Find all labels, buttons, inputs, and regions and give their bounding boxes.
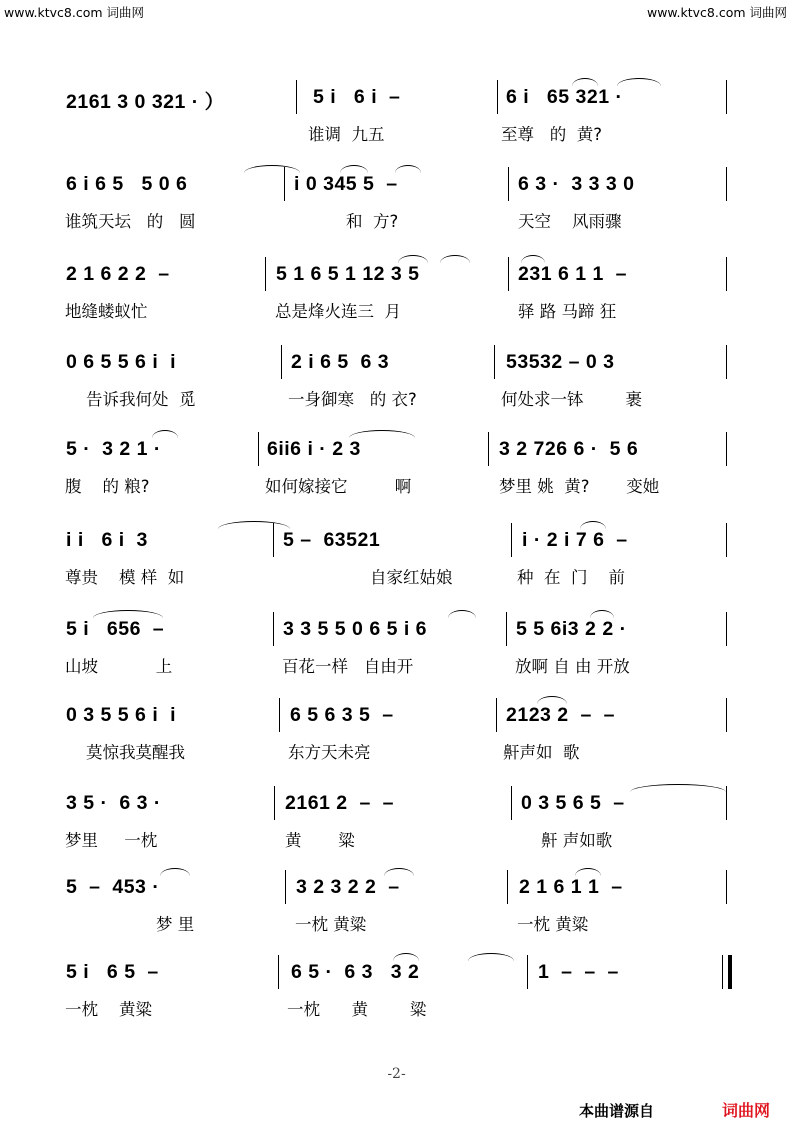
measure-notes: 5 – 453 ·: [66, 876, 160, 898]
lyric-phrase: 百花一样 自由开: [282, 657, 414, 676]
lyric-phrase: 谁调 九五: [308, 125, 385, 144]
lyric-phrase: 山坡 上: [65, 657, 173, 676]
measure-notes: 2123 2 – –: [506, 704, 616, 726]
lyric-phrase: 黄 粱: [285, 831, 355, 850]
bar-line: [728, 955, 732, 989]
measure-notes: i 0 345 5 –: [294, 173, 398, 195]
lyric-phrase: 驿 路 马蹄 狂: [518, 302, 617, 321]
measure-notes: 3 3 5 5 0 6 5 i 6: [283, 618, 428, 640]
lyric-phrase: 谁筑天坛 的 圆: [65, 212, 196, 231]
lyrics-line: [0, 208, 793, 234]
lyrics-line: [0, 298, 793, 324]
lyrics-line: [0, 739, 793, 765]
measure-notes: 2 i 6 5 6 3: [291, 351, 390, 373]
lyric-phrase: 莫惊我莫醒我: [86, 743, 185, 762]
jianpu-notes: [0, 345, 793, 379]
score-line: [0, 432, 793, 512]
lyric-phrase: 告诉我何处 觅: [86, 390, 196, 409]
measure-notes: 5 1 6 5 1 12 3 5: [276, 263, 420, 285]
lyric-phrase: 梦 里: [156, 915, 195, 934]
measure-notes: 5 i 6 5 –: [66, 961, 159, 983]
page-number: -2-: [387, 1066, 406, 1082]
measure-notes: 3 2 3 2 2 –: [296, 876, 400, 898]
bar-line: [279, 698, 280, 732]
bar-line: [726, 257, 727, 291]
score-line: [0, 612, 793, 692]
lyric-phrase: 一身御寒 的 衣?: [288, 390, 417, 409]
bar-line: [722, 955, 723, 989]
bar-line: [511, 786, 512, 820]
measure-notes: 2 1 6 1 1 –: [519, 876, 623, 898]
measure-notes: i · 2 i 7 6 –: [522, 529, 628, 551]
bar-line: [488, 432, 489, 466]
measure-notes: 3 2 726 6 · 5 6: [499, 438, 639, 460]
measure-notes: 5 – 63521: [283, 529, 381, 551]
bar-line: [511, 523, 512, 557]
bar-line: [496, 698, 497, 732]
bar-line: [296, 80, 297, 114]
lyric-phrase: 自家红姑娘: [370, 568, 453, 587]
measure-notes: 0 3 5 6 5 –: [521, 792, 625, 814]
measure-notes: 2 1 6 2 2 –: [66, 263, 170, 285]
measure-notes: 6 5 6 3 5 –: [290, 704, 394, 726]
lyric-phrase: 尊贵 模 样 如: [65, 568, 185, 587]
bar-line: [508, 257, 509, 291]
lyric-phrase: 一枕 黄 粱: [287, 1000, 427, 1019]
bar-line: [726, 345, 727, 379]
lyric-phrase: 鼾 声如歌: [541, 831, 613, 850]
bar-line: [527, 955, 528, 989]
measure-notes: 5 · 3 2 1 ·: [66, 438, 161, 460]
measure-notes: 53532 – 0 3: [506, 351, 615, 373]
measure-notes: 1 – – –: [538, 961, 619, 983]
measure-notes: 5 5 6i3 2 2 ·: [516, 618, 627, 640]
lyric-phrase: 一枕 黄粱: [65, 1000, 152, 1019]
footer-site-label: 词曲网: [722, 1101, 771, 1120]
score-line: [0, 698, 793, 778]
jianpu-notes: [0, 257, 793, 291]
measure-notes: i i 6 i 3: [66, 529, 148, 551]
measure-notes: 0 6 5 5 6 i i: [66, 351, 176, 373]
lyric-phrase: 种 在 门 前: [517, 568, 625, 587]
lyrics-line: [0, 653, 793, 679]
bar-line: [726, 432, 727, 466]
lyrics-line: [0, 996, 793, 1022]
bar-line: [265, 257, 266, 291]
lyric-phrase: 一枕 黄粱: [295, 915, 367, 934]
measure-notes: 2161 2 – –: [285, 792, 395, 814]
footer-source-label: 本曲谱源自: [579, 1102, 655, 1120]
measure-notes: 6 5 · 6 3 3 2: [291, 961, 420, 983]
measure-notes: 6 i 6 5 5 0 6: [66, 173, 188, 195]
bar-line: [258, 432, 259, 466]
lyric-phrase: 腹 的 粮?: [65, 477, 150, 496]
lyrics-line: [0, 386, 793, 412]
bar-line: [726, 870, 727, 904]
lyric-phrase: 何处求一钵 裹: [501, 390, 642, 409]
lyric-phrase: 东方天未亮: [288, 743, 371, 762]
lyric-phrase: 放啊 自 由 开放: [515, 657, 630, 676]
bar-line: [726, 167, 727, 201]
lyrics-line: [0, 473, 793, 499]
score-line: [0, 955, 793, 1035]
header-left-url: www.ktvc8.com 词曲网: [4, 5, 145, 20]
measure-notes: 0 3 5 5 6 i i: [66, 704, 176, 726]
bar-line: [281, 345, 282, 379]
bar-line: [494, 345, 495, 379]
score-line: [0, 345, 793, 425]
jianpu-notes: [0, 698, 793, 732]
bar-line: [508, 167, 509, 201]
measure-notes: 6ii6 i · 2 3: [267, 438, 361, 460]
bar-line: [278, 955, 279, 989]
score-line: [0, 257, 793, 337]
jianpu-notes: [0, 80, 793, 114]
lyric-phrase: 至尊 的 黄?: [501, 125, 602, 144]
measure-notes: 5 i 6 i –: [313, 86, 401, 108]
bar-line: [506, 612, 507, 646]
bar-line: [274, 786, 275, 820]
bar-line: [726, 523, 727, 557]
lyric-phrase: 和 方?: [346, 212, 399, 231]
score-line: [0, 786, 793, 866]
bar-line: [726, 786, 727, 820]
lyrics-line: [0, 121, 793, 147]
lyric-phrase: 总是烽火连三 月: [275, 302, 401, 321]
lyrics-line: [0, 564, 793, 590]
lyric-phrase: 地缝蝼蚁忙: [65, 302, 148, 321]
score-line: [0, 870, 793, 950]
lyric-phrase: 一枕 黄粱: [517, 915, 589, 934]
lyric-phrase: 梦里 一枕: [65, 831, 158, 850]
bar-line: [285, 870, 286, 904]
measure-notes: 3 5 · 6 3 ·: [66, 792, 161, 814]
lyrics-line: [0, 827, 793, 853]
measure-notes: 2161 3 0 321 · ）: [66, 91, 225, 113]
lyric-phrase: 梦里 姚 黄? 变她: [499, 477, 660, 496]
bar-line: [726, 80, 727, 114]
measure-notes: 231 6 1 1 –: [518, 263, 628, 285]
bar-line: [273, 612, 274, 646]
bar-line: [497, 80, 498, 114]
measure-notes: 6 i 65 321 ·: [506, 86, 623, 108]
bar-line: [507, 870, 508, 904]
score-line: [0, 80, 793, 160]
lyric-phrase: 鼾声如 歌: [503, 743, 580, 762]
jianpu-notes: [0, 523, 793, 557]
lyric-phrase: 如何嫁接它 啊: [265, 477, 412, 496]
header-right-url: www.ktvc8.com 词曲网: [646, 5, 787, 20]
score-line: [0, 167, 793, 247]
score-line: [0, 523, 793, 603]
bar-line: [726, 698, 727, 732]
measure-notes: 5 i 656 –: [66, 618, 165, 640]
bar-line: [726, 612, 727, 646]
measure-notes: 6 3 · 3 3 3 0: [518, 173, 635, 195]
lyrics-line: [0, 911, 793, 937]
lyric-phrase: 天空 风雨骤: [518, 212, 622, 231]
